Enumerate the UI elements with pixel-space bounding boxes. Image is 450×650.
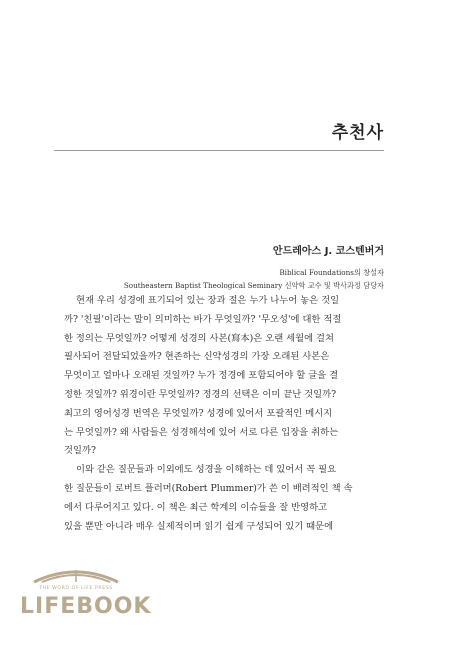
author-block [124, 242, 384, 292]
title-divider [54, 150, 384, 151]
author-name: 안드레아스 J. 코스텐버거 [272, 246, 384, 257]
page-title: 추천사 [331, 123, 384, 143]
paragraph-2: 이와 같은 질문들과 이외에도 성경을 이해하는 데 있어서 꼭 필요 한 질문들이 로버트 플러머(Robert Plummer)가 쓴 이 배려적인 책 속 에서 다루어지고 있다. 이 책은 최근 학계의 이슈들을 잘 반영하고 있을 뿐만 아니라 매우 실제적이며 읽기 쉽게 구성되어 있기 때문에 [64, 464, 353, 532]
publisher-logo [20, 560, 152, 630]
body-text [64, 292, 384, 536]
author-role-line-1: Biblical Foundations의 창설자 [279, 268, 384, 277]
author-role-line-2: Southeastern Baptist Theological Seminary 신약학 교수 및 박사과정 담당자 [123, 281, 384, 290]
heading-container [332, 118, 384, 143]
paragraph-1: 현재 우리 성경에 표기되어 있는 장과 절은 누가 나누어 놓은 것일 까? '친필'이라는 말이 의미하는 바가 무엇일까? '무오성'에 대한 적절 한 정의는 무엇일까? 어떻게 성경의 사본(寫本)은 오랜 세월에 걸쳐 필사되어 전달되었을까? 현존하는 신약성경의 가장 오래된 사본은 무엇이고 얼마나 오래된 것일까? 누가 정경에 포함되어야 할 글을 결 정한 것일까? 위경이란 무엇일까? 정경의 선택은 이미 끝난 것일까? 최고의 영어성경 번역은 무엇일까? 성경에 있어서 포괄적인 메시지 는 무엇일까? 왜 사람들은 성경해석에 있어 서로 다른 입장을 취하는 것일까? [64, 295, 342, 457]
logo-small-text: THE WORD OF LIFE PRESS [39, 586, 113, 591]
logo-main-text: LIFEBOOK [20, 594, 152, 619]
book-arc-icon [30, 564, 122, 584]
